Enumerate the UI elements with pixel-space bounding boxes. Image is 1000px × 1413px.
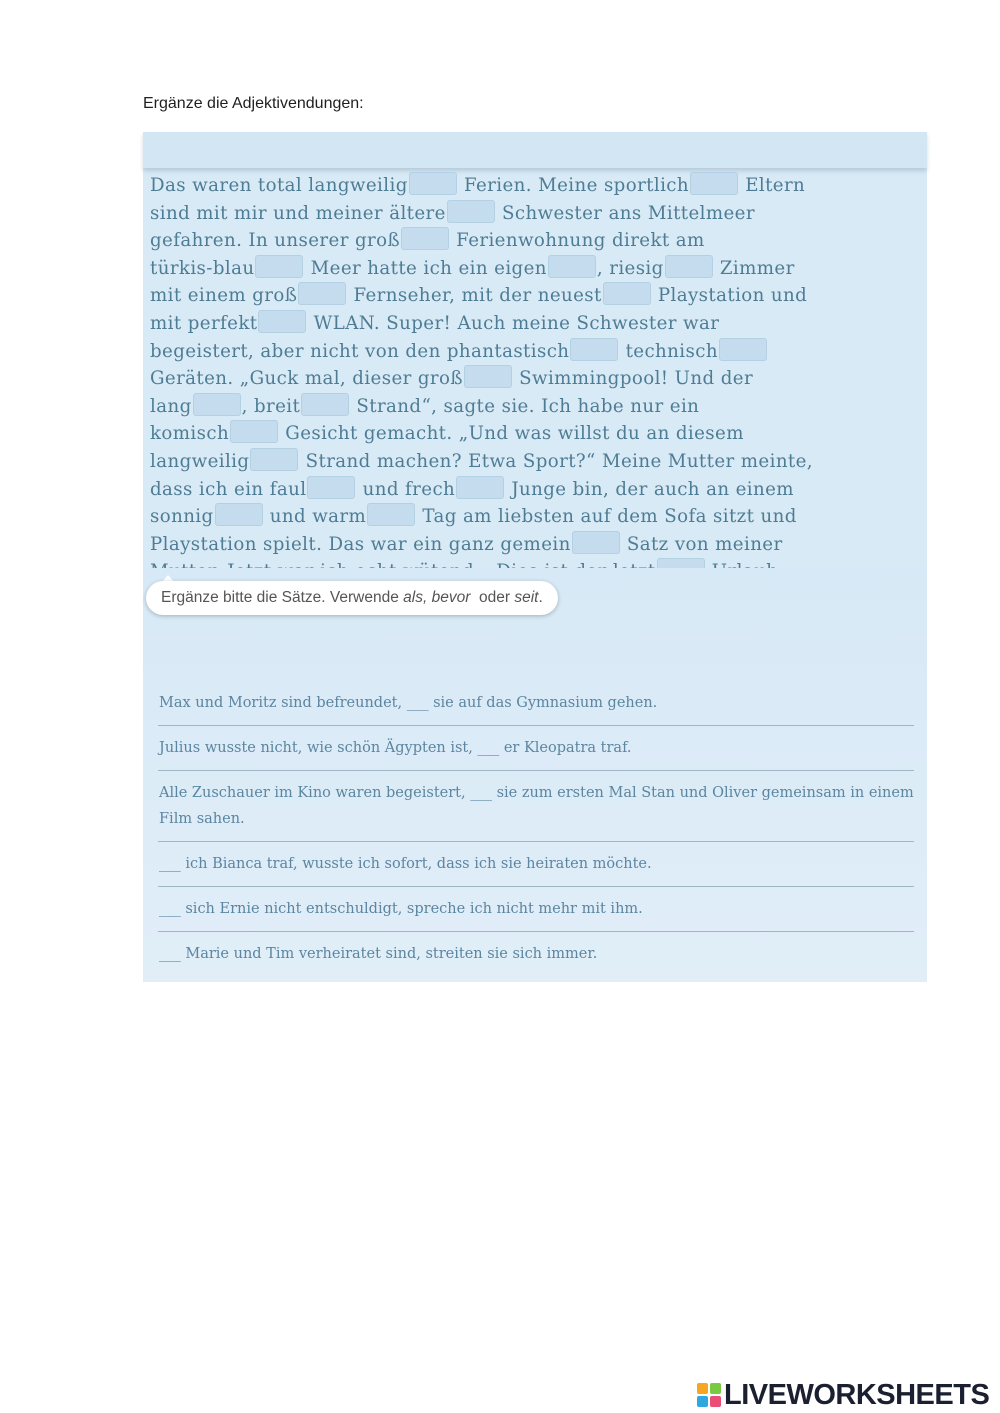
cloze-text-segment: Junge bin, der auch an einem	[505, 478, 794, 500]
cloze-text-segment: WLAN. Super! Auch meine Schwester war	[307, 312, 720, 334]
cloze-text-segment: Zimmer	[713, 257, 795, 279]
cloze-text-segment: begeistert, aber nicht von den phantastisch	[150, 340, 570, 362]
cloze-text-segment: mit einem groß	[150, 285, 298, 307]
cloze-text-segment: Gesicht gemacht. „Und was willst du an diesem	[279, 423, 744, 445]
sentence-item: ___ Marie und Tim verheiratet sind, streiten sie sich immer.	[159, 946, 598, 962]
answer-gap-input[interactable]	[447, 200, 495, 223]
answer-gap-input[interactable]	[548, 255, 596, 278]
cloze-text-segment: Playstation und	[651, 285, 808, 307]
cloze-text-segment: Ferien. Meine sportlich	[457, 175, 690, 196]
sentence-item: ___ ich Bianca traf, wusste ich sofort, dass ich sie heiraten möchte.	[158, 842, 914, 887]
cloze-text-segment: Meer hatte ich ein eigen	[304, 257, 547, 279]
cloze-line	[150, 503, 920, 531]
cloze-text-segment: Fernseher, mit der neuest	[347, 285, 602, 307]
sentence-list	[158, 680, 914, 976]
cloze-line	[150, 255, 920, 283]
adjective-exercise-panel	[143, 132, 927, 568]
answer-gap-input[interactable]	[193, 393, 241, 416]
answer-gap-input[interactable]	[572, 531, 620, 554]
logo-mark-square	[710, 1396, 721, 1407]
answer-gap-input[interactable]	[719, 338, 767, 361]
answer-gap-input[interactable]	[464, 365, 512, 388]
cloze-text-segment: Geräten. „Guck mal, dieser groß	[150, 368, 463, 390]
cloze-text-segment: Eltern	[739, 175, 806, 196]
answer-gap-input[interactable]	[215, 503, 263, 526]
cloze-text-segment: sonnig	[150, 506, 214, 528]
liveworksheets-logo	[697, 1380, 989, 1410]
answer-gap-input[interactable]	[298, 282, 346, 305]
answer-gap-input[interactable]	[255, 255, 303, 278]
cloze-text-segment: Satz von meiner	[620, 533, 783, 555]
sentence-item: Julius wusste nicht, wie schön Ägypten ist, ___ er Kleopatra traf.	[158, 726, 914, 771]
page-heading: Ergänze die Adjektivendungen:	[143, 95, 364, 112]
answer-gap-input[interactable]	[258, 310, 306, 333]
answer-gap-input[interactable]	[603, 282, 651, 305]
cloze-text-segment: Playstation spielt. Das war ein ganz gemein	[150, 533, 571, 555]
answer-gap-input[interactable]	[665, 255, 713, 278]
cloze-text-segment: komisch	[150, 423, 230, 445]
panel-header-bar	[143, 132, 927, 168]
cloze-text-segment: Swimmingpool! Und der	[512, 368, 754, 390]
answer-gap-input[interactable]	[409, 172, 457, 195]
cloze-text-segment: dass ich ein faul	[150, 478, 307, 500]
logo-text: LIVEWORKSHEETS	[724, 1378, 990, 1411]
cloze-text-segment: sind mit mir und meiner ältere	[150, 202, 446, 224]
cloze-line	[150, 227, 920, 255]
cloze-line	[150, 282, 920, 310]
cloze-text-segment: , riesig	[596, 257, 664, 279]
cloze-text-segment: Tag am liebsten auf dem Sofa sitzt und	[416, 506, 797, 528]
cloze-text-segment: Strand“, sagte sie. Ich habe nur ein	[350, 395, 700, 417]
cloze-text-segment: Ferienwohnung direkt am	[450, 230, 705, 252]
answer-gap-input[interactable]	[401, 227, 449, 250]
answer-gap-input[interactable]	[456, 476, 504, 499]
answer-gap-input[interactable]	[570, 338, 618, 361]
logo-mark-square	[697, 1383, 708, 1394]
logo-mark-square	[710, 1383, 721, 1394]
cloze-text-segment: mit perfekt	[150, 312, 258, 334]
conjunction-exercise-panel	[143, 568, 927, 982]
cloze-text-segment: , breit	[241, 395, 301, 417]
cloze-line	[150, 531, 920, 559]
cloze-text-segment: Das waren total langweilig	[150, 175, 408, 196]
cloze-line	[150, 310, 920, 338]
cloze-text-segment: technisch	[619, 340, 718, 362]
cloze-text-segment: Strand machen? Etwa Sport?“ Meine Mutter meinte,	[299, 450, 813, 472]
cloze-line	[150, 393, 920, 421]
cloze-line	[150, 172, 920, 200]
cloze-line	[150, 476, 920, 504]
sentence-item: ___ sich Ernie nicht entschuldigt, spreche ich nicht mehr mit ihm.	[158, 887, 914, 932]
cloze-text-segment: langweilig	[150, 450, 250, 472]
cloze-line	[150, 200, 920, 228]
cloze-line	[150, 448, 920, 476]
answer-gap-input[interactable]	[230, 420, 278, 443]
logo-mark-square	[697, 1396, 708, 1407]
cloze-text-segment: und warm	[263, 506, 367, 528]
answer-gap-input[interactable]	[301, 393, 349, 416]
cloze-text-segment: gefahren. In unserer groß	[150, 230, 400, 252]
logo-icon	[697, 1383, 721, 1407]
cloze-line	[150, 338, 920, 366]
cloze-text	[150, 172, 920, 586]
answer-gap-input[interactable]	[307, 476, 355, 499]
cloze-text-segment: und frech	[356, 478, 456, 500]
answer-gap-input[interactable]	[690, 172, 738, 195]
cloze-line	[150, 365, 920, 393]
cloze-line	[150, 420, 920, 448]
answer-gap-input[interactable]	[367, 503, 415, 526]
sentence-item: Alle Zuschauer im Kino waren begeistert, ___ sie zum ersten Mal Stan und Oliver gemeinsam in einem Film sahen.	[158, 771, 914, 842]
cloze-text-segment: türkis-blau	[150, 257, 255, 279]
sentence-item: Max und Moritz sind befreundet, ___ sie auf das Gymnasium gehen.	[158, 680, 914, 726]
cloze-text-segment: Schwester ans Mittelmeer	[495, 202, 755, 224]
instruction-bubble: Ergänze bitte die Sätze. Verwende als, bevor oder seit.	[146, 581, 558, 615]
answer-gap-input[interactable]	[250, 448, 298, 471]
cloze-text-segment: lang	[150, 395, 192, 417]
